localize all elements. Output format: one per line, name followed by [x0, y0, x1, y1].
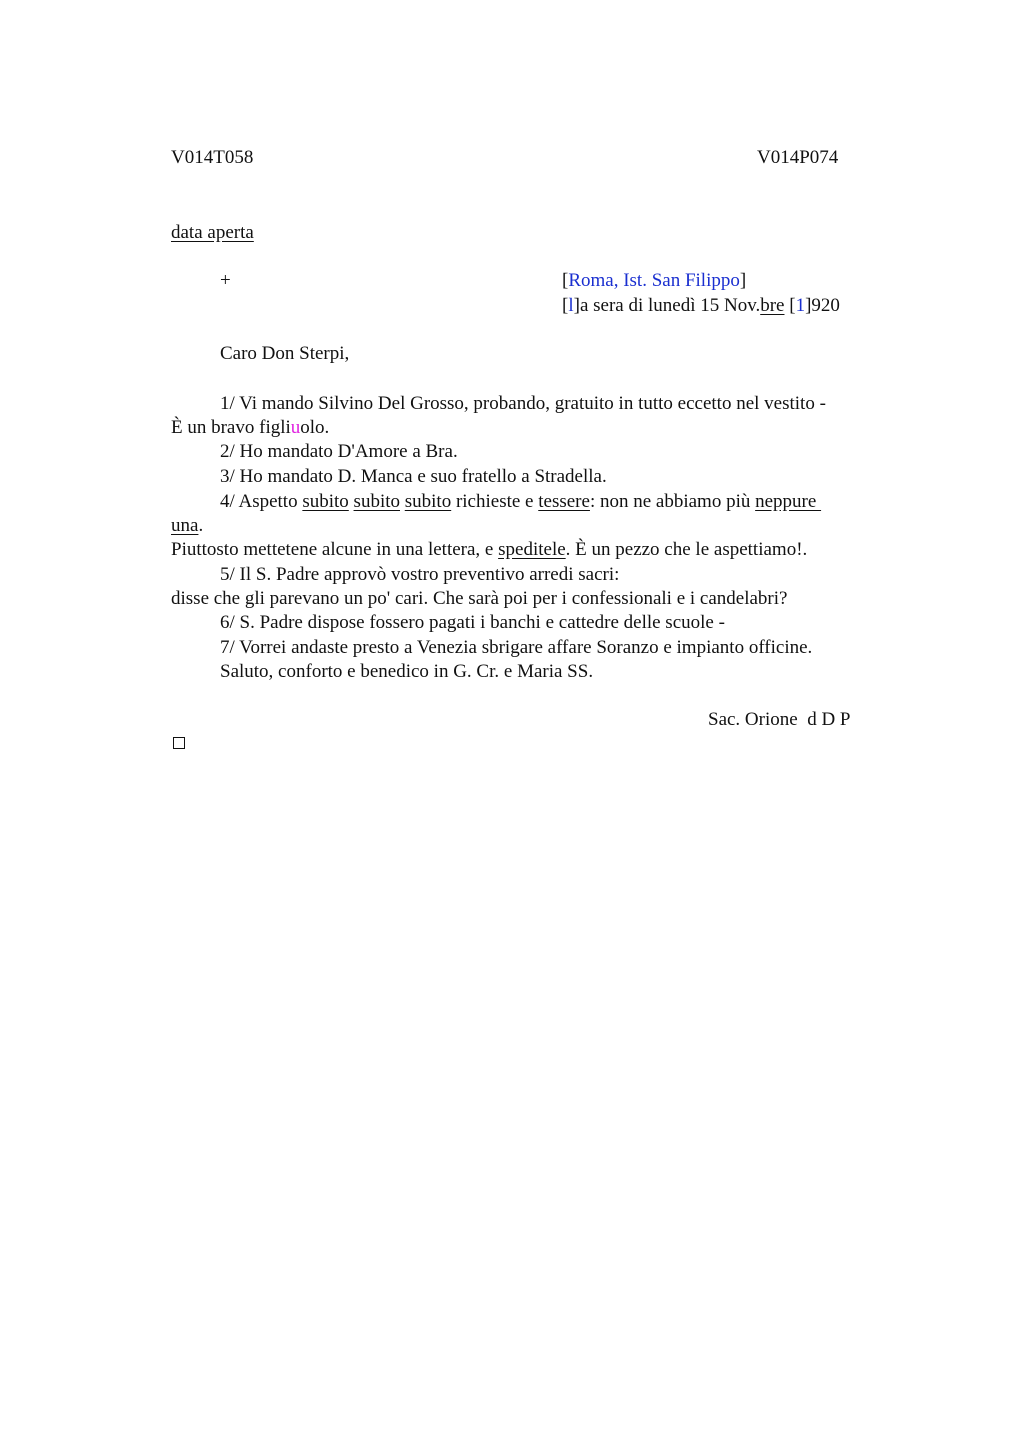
date-text: a sera di lunedì 15 Nov.: [579, 295, 761, 316]
item-2: 2/ Ho mandato D'Amore a Bra.: [220, 441, 458, 462]
item-5-line-1: 5/ Il S. Padre approvò vostro preventivo arredi sacri:: [220, 564, 620, 585]
item-1-line-2: [171, 416, 329, 440]
date-year: 920: [811, 295, 840, 316]
underlined-word: una: [171, 515, 199, 536]
item-1-text-b: olo.: [300, 417, 330, 438]
item-4-text: richieste e: [451, 491, 539, 512]
bracket-close: ]: [805, 295, 812, 316]
underlined-word: speditele: [498, 539, 566, 560]
place-name: Roma, Ist. San Filippo: [568, 270, 740, 291]
place-line: [562, 269, 746, 293]
item-1-text-a: È un bravo figli: [171, 417, 291, 438]
item-5-line-2: disse che gli parevano un po' cari. Che sarà poi per i confessionali e i candelabri?: [171, 588, 788, 609]
square-outline-icon: [173, 737, 185, 749]
item-6: 6/ S. Padre dispose fossero pagati i banchi e cattedre delle scuole -: [220, 612, 725, 633]
item-4-text: : non ne abbiamo più: [589, 491, 756, 512]
signature: Sac. Orione d D P: [708, 709, 851, 730]
bracket-close: ]: [739, 270, 747, 291]
item-3: 3/ Ho mandato D. Manca e suo fratello a Stradella.: [220, 466, 607, 487]
bracket-open: [: [562, 270, 569, 291]
item-4-text: . È un pezzo che le aspettiamo!.: [565, 539, 808, 560]
bracket-open: [: [789, 295, 796, 316]
editorial-letter: l: [568, 295, 574, 316]
item-7: 7/ Vorrei andaste presto a Venezia sbrigare affare Soranzo e impianto officine.: [220, 637, 813, 658]
bracket-open: [: [562, 295, 569, 316]
editorial-correction: u: [290, 417, 301, 438]
underlined-word: subito: [302, 491, 349, 512]
bracket-close: ]: [573, 295, 580, 316]
editorial-digit: 1: [795, 295, 806, 316]
item-4-line-3: [171, 538, 807, 562]
item-4-line-1: [171, 490, 821, 514]
salutation: Caro Don Sterpi,: [220, 343, 350, 364]
date-month-suffix: bre: [760, 295, 785, 316]
item-1-line-1: 1/ Vi mando Silvino Del Grosso, probando, gratuito in tutto eccetto nel vestito -: [220, 393, 826, 414]
underlined-word: subito: [404, 491, 452, 512]
item-4-line-2: [171, 514, 203, 538]
closing: Saluto, conforto e benedico in G. Cr. e Maria SS.: [220, 661, 594, 682]
item-4-text: 4/ Aspetto: [220, 491, 303, 512]
document-code-right: V014P074: [757, 147, 839, 168]
item-4-text: .: [198, 515, 204, 536]
item-4-text: Piuttosto mettetene alcune in una lettera, e: [171, 539, 499, 560]
underlined-word: tessere: [538, 491, 590, 512]
underlined-word: subito: [353, 491, 400, 512]
cross-mark: +: [220, 270, 231, 291]
underlined-word: neppure: [755, 491, 822, 512]
document-code-left: V014T058: [171, 147, 254, 168]
date-line: [562, 294, 840, 318]
date-note: data aperta: [171, 222, 254, 243]
